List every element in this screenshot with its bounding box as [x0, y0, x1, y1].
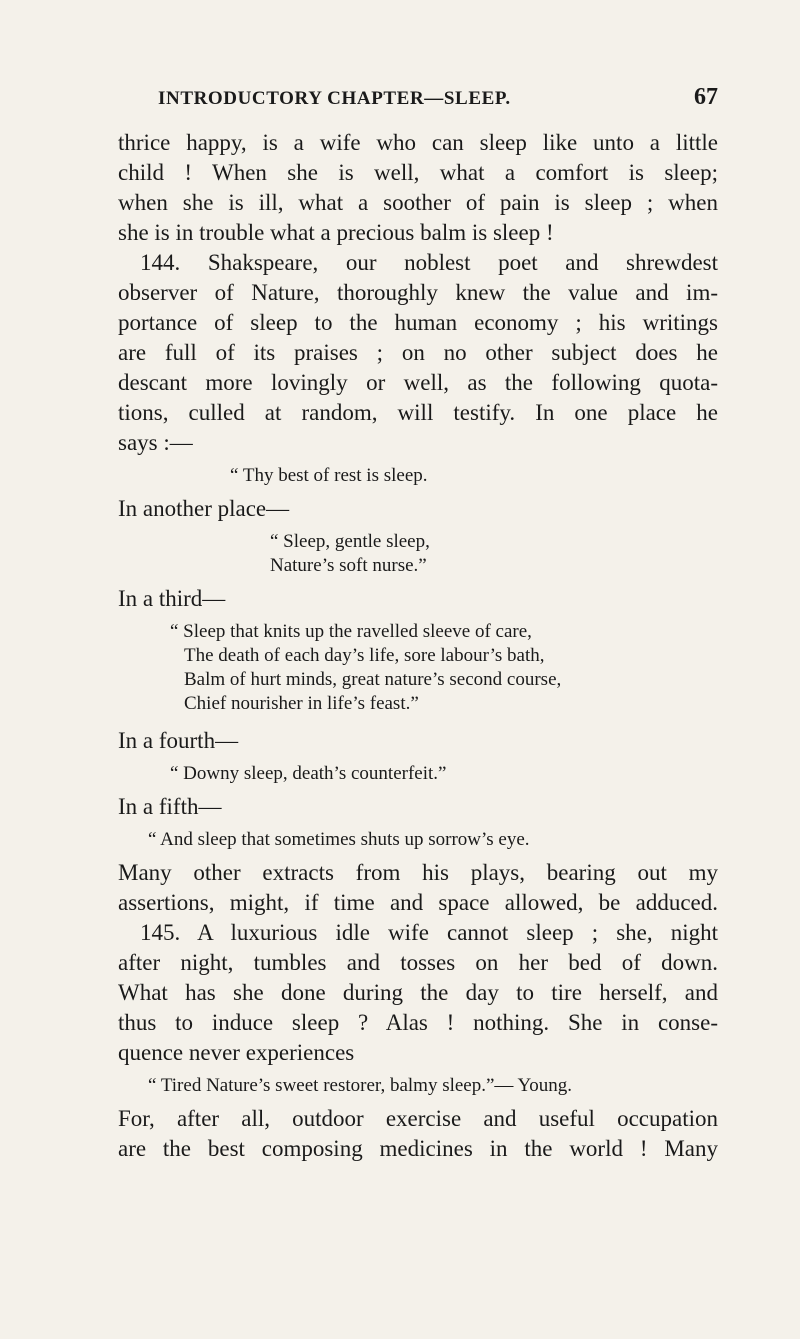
text-line: Many other extracts from his plays, bearing out my	[118, 860, 718, 885]
text-line: are the best composing medicines in the world ! Many	[118, 1136, 718, 1161]
quotation-line: Chief nourisher in life’s feast.”	[184, 693, 419, 714]
text-line: quence never experiences	[118, 1040, 355, 1065]
body-text	[118, 128, 718, 1164]
paragraph-145-start: 145. A luxurious idle wife cannot sleep ; she, night	[140, 920, 718, 945]
quotation-line: “ Thy best of rest is sleep.	[230, 465, 428, 486]
quotation-line: Balm of hurt minds, great nature’s second course,	[184, 669, 562, 690]
text-line: What has she done during the day to tire herself, and	[118, 980, 718, 1005]
text-line: thrice happy, is a wife who can sleep like unto a little	[118, 130, 718, 155]
text-line: In a third—	[118, 586, 226, 611]
paragraph-144-start: 144. Shakspeare, our noblest poet and shrewdest	[140, 250, 718, 275]
text-line: child ! When she is well, what a comfort is sleep;	[118, 160, 718, 185]
quotation-line: “ And sleep that sometimes shuts up sorrow’s eye.	[148, 829, 530, 850]
quotation-line: “ Sleep, gentle sleep,	[270, 531, 430, 552]
text-line: portance of sleep to the human economy ; his writings	[118, 310, 718, 335]
text-line: tions, culled at random, will testify. In one place he	[118, 400, 718, 425]
text-line: are full of its praises ; on no other subject does he	[118, 340, 718, 365]
text-line: For, after all, outdoor exercise and useful occupation	[118, 1106, 718, 1131]
text-line: she is in trouble what a precious balm is sleep !	[118, 220, 554, 245]
text-line: assertions, might, if time and space allowed, be adduced.	[118, 890, 718, 915]
quotation-line: Nature’s soft nurse.”	[270, 555, 427, 576]
text-line: descant more lovingly or well, as the following quota-	[118, 370, 718, 395]
text-line: thus to induce sleep ? Alas ! nothing. She in conse-	[118, 1010, 718, 1035]
text-line: In another place—	[118, 496, 290, 521]
page-number: 67	[694, 84, 718, 110]
running-head: INTRODUCTORY CHAPTER—SLEEP.	[158, 88, 511, 109]
quotation-line: The death of each day’s life, sore labour’s bath,	[184, 645, 545, 666]
page-header	[118, 84, 718, 114]
quotation-line: “ Downy sleep, death’s counterfeit.”	[170, 763, 447, 784]
quotation-line: “ Tired Nature’s sweet restorer, balmy sleep.”— Young.	[148, 1075, 573, 1096]
text-line: after night, tumbles and tosses on her bed of down.	[118, 950, 718, 975]
text-line: In a fifth—	[118, 794, 222, 819]
text-line: In a fourth—	[118, 728, 239, 753]
text-line: observer of Nature, thoroughly knew the value and im-	[118, 280, 718, 305]
text-line: when she is ill, what a soother of pain is sleep ; when	[118, 190, 718, 215]
text-line: says :—	[118, 430, 193, 455]
quotation-line: “ Sleep that knits up the ravelled sleeve of care,	[170, 621, 532, 642]
